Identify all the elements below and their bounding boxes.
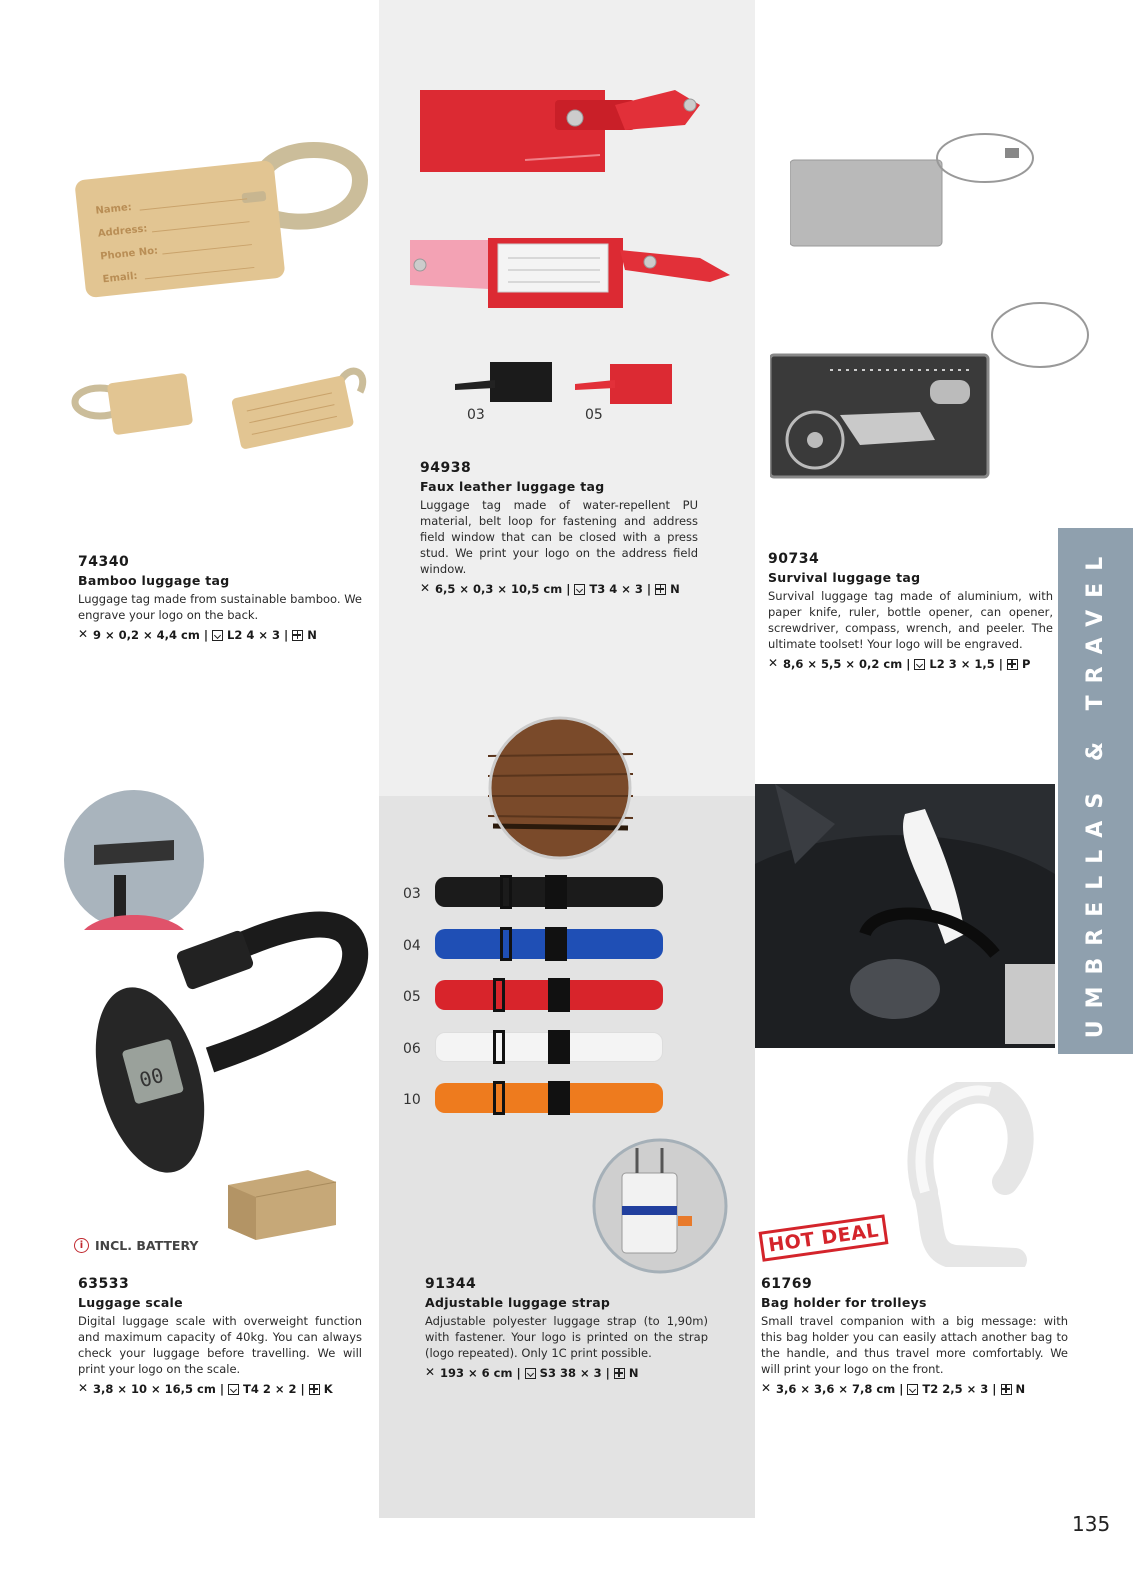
faux-leather-tag-red-image [415, 80, 715, 180]
faux-leather-color-05-label: 05 [585, 407, 603, 423]
product-print: T2 2,5 × 3 [922, 1382, 989, 1396]
product-dimensions: 3,8 × 10 × 16,5 cm [93, 1382, 216, 1396]
product-description: Luggage tag made from sustainable bamboo. We engrave your logo on the back. [78, 592, 362, 622]
bamboo-tag-small-image [70, 362, 370, 452]
incl-battery-badge [74, 1238, 198, 1253]
product-packaging: N [628, 1366, 639, 1380]
product-description: Luggage tag made of water-repellent PU material, belt loop for fastening and address field window that can be closed with a press stud. We print your logo on the address field window. [420, 498, 698, 576]
product-sku: 74340 [78, 554, 130, 570]
product-print: L2 4 × 3 [227, 628, 281, 642]
product-sku: 63533 [78, 1276, 130, 1292]
bamboo-tag-image [70, 140, 370, 300]
product-specs: ✕ 193 × 6 cm | S3 38 × 3 | N [425, 1366, 708, 1380]
hot-deal-badge: HOT DEAL [759, 1214, 889, 1261]
survival-tag-aluminium-image [790, 130, 1040, 250]
info-icon: i [74, 1238, 89, 1253]
packaging-icon [655, 584, 666, 595]
product-name: Survival luggage tag [768, 570, 921, 585]
luggage-strap-suitcase-image [592, 1138, 728, 1274]
product-packaging: N [670, 582, 680, 596]
strap-color-06-label: 06 [403, 1041, 421, 1057]
product-sku: 91344 [425, 1276, 477, 1292]
product-packaging: N [1015, 1382, 1026, 1396]
luggage-strap-wood-detail-image [488, 716, 633, 861]
faux-leather-variant-red-image [575, 362, 675, 407]
product-74340 [78, 554, 362, 642]
product-sku: 90734 [768, 551, 820, 567]
print-method-icon [525, 1368, 536, 1379]
dimensions-icon [425, 1368, 436, 1379]
product-print: S3 38 × 3 [539, 1366, 602, 1380]
scale-display-digits: 00 [136, 1062, 167, 1093]
product-description: Adjustable polyester luggage strap (to 1,90m) with fastener. Your logo is printed on the strap (logo repeated). Only 1C print possible. [425, 1314, 708, 1360]
page-number: 135 [1072, 1512, 1111, 1536]
luggage-strap-colors-image [435, 877, 663, 1117]
product-print: T3 4 × 3 [589, 582, 643, 596]
bag-holder-image [895, 1082, 1035, 1267]
strap-color-05-label: 05 [403, 989, 421, 1005]
product-sku: 94938 [420, 460, 472, 476]
product-dimensions: 8,6 × 5,5 × 0,2 cm [783, 657, 903, 671]
incl-battery-label: INCL. BATTERY [95, 1238, 199, 1253]
dimensions-icon [768, 659, 779, 670]
dimensions-icon [78, 630, 89, 641]
product-description: Small travel companion with a big message: with this bag holder you can easily attach another bag to the handle, and thus travel more comfortably. We will print your logo on the front. [761, 1314, 1068, 1376]
product-dimensions: 3,6 × 3,6 × 7,8 cm [776, 1382, 896, 1396]
dimensions-icon [420, 584, 431, 595]
survival-tag-tool-image [770, 300, 1090, 480]
product-name: Adjustable luggage strap [425, 1295, 611, 1310]
product-packaging: P [1021, 657, 1031, 671]
product-91344 [425, 1276, 708, 1380]
product-90734 [768, 551, 1053, 671]
section-side-tab-text [1058, 528, 1133, 1054]
dimensions-icon [78, 1384, 89, 1395]
product-specs: ✕ 3,6 × 3,6 × 7,8 cm | T2 2,5 × 3 | N [761, 1382, 1068, 1396]
product-print: T4 2 × 2 [243, 1382, 297, 1396]
product-name: Faux leather luggage tag [420, 479, 605, 494]
bamboo-field-email: Email: [102, 270, 139, 286]
bamboo-field-name: Name: [94, 201, 133, 217]
luggage-scale-image [90, 900, 370, 1200]
bamboo-field-phone: Phone No: [99, 245, 159, 263]
bag-holder-usage-image [755, 784, 1055, 1048]
product-dimensions: 6,5 × 0,3 × 10,5 cm [435, 582, 563, 596]
product-name: Luggage scale [78, 1295, 183, 1310]
faux-leather-color-03-label: 03 [467, 407, 485, 423]
product-description: Survival luggage tag made of aluminium, with paper knife, ruler, bottle opener, can opener, screwdriver, compass, wrench, and peeler. The ultimate toolset! Your logo will be engraved. [768, 589, 1053, 651]
product-packaging: N [307, 628, 317, 642]
faux-leather-tag-open-image [410, 230, 730, 310]
product-specs: ✕ 8,6 × 5,5 × 0,2 cm | L2 3 × 1,5 | P [768, 657, 1053, 671]
print-method-icon [907, 1384, 918, 1395]
packaging-icon [309, 1384, 320, 1395]
luggage-scale-box-image [228, 1170, 338, 1240]
product-name: Bamboo luggage tag [78, 573, 230, 588]
dimensions-icon [761, 1384, 772, 1395]
product-specs: ✕ 3,8 × 10 × 16,5 cm | T4 2 × 2 | K [78, 1382, 362, 1396]
strap-color-10-label: 10 [403, 1092, 421, 1108]
strap-color-03-label: 03 [403, 886, 421, 902]
product-specs: ✕ 6,5 × 0,3 × 10,5 cm | T3 4 × 3 | N [420, 582, 698, 596]
packaging-icon [1001, 1384, 1012, 1395]
bamboo-field-address: Address: [97, 223, 148, 240]
product-dimensions: 9 × 0,2 × 4,4 cm [93, 628, 200, 642]
packaging-icon [292, 630, 303, 641]
packaging-icon [1007, 659, 1018, 670]
print-method-icon [914, 659, 925, 670]
product-description: Digital luggage scale with overweight function and maximum capacity of 40kg. You can always check your luggage before travelling. We will print your logo on the scale. [78, 1314, 362, 1376]
product-packaging: K [323, 1382, 333, 1396]
product-94938 [420, 460, 698, 596]
product-specs: ✕ 9 × 0,2 × 4,4 cm | L2 4 × 3 | N [78, 628, 362, 642]
packaging-icon [614, 1368, 625, 1379]
product-61769 [761, 1276, 1068, 1396]
strap-color-04-label: 04 [403, 938, 421, 954]
faux-leather-variant-black-image [455, 360, 555, 405]
product-63533 [78, 1276, 362, 1396]
print-method-icon [212, 630, 223, 641]
product-dimensions: 193 × 6 cm [440, 1366, 513, 1380]
product-name: Bag holder for trolleys [761, 1295, 927, 1310]
section-tab-label: UMBRELLAS & TRAVEL [1083, 544, 1108, 1038]
product-print: L2 3 × 1,5 [929, 657, 995, 671]
product-sku: 61769 [761, 1276, 813, 1292]
print-method-icon [574, 584, 585, 595]
print-method-icon [228, 1384, 239, 1395]
